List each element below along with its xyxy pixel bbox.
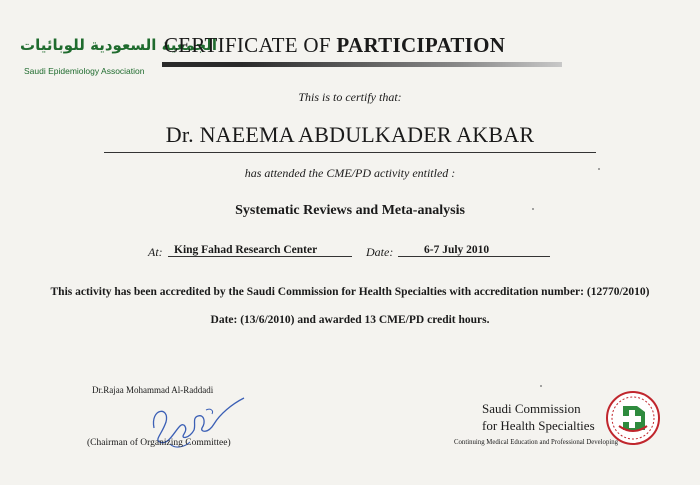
title-underline-bar [162, 62, 562, 67]
association-name-arabic: الجمعية السعودية للوبائيات [20, 36, 217, 54]
association-name-english: Saudi Epidemiology Association [24, 66, 145, 76]
certificate-title-bold: PARTICIPATION [336, 33, 506, 57]
signer-role: (Chairman of Organizing Committee) [87, 438, 231, 448]
activity-title: Systematic Reviews and Meta-analysis [235, 203, 465, 218]
date-label: Date: [366, 245, 394, 259]
certificate-title [164, 33, 505, 58]
date-value: 6-7 July 2010 [398, 244, 550, 257]
paper-speck [540, 385, 542, 387]
recipient-name: Dr. NAEEMA ABDULKADER AKBAR [165, 122, 535, 147]
paper-speck [532, 208, 534, 210]
paper-speck [598, 168, 600, 170]
location-label: At: [148, 245, 163, 259]
signer-name: Dr.Rajaa Mohammad Al-Raddadi [92, 385, 214, 395]
commission-name-line1: Saudi Commission [482, 401, 581, 416]
attended-text: has attended the CME/PD activity entitled : [244, 166, 456, 180]
accreditation-text: This activity has been accredited by the Saudi Commission for Health Specialties with accreditation number: (12770/2010) [50, 286, 650, 298]
commission-name-line2: for Health Specialties [482, 418, 595, 433]
commission-logo-icon [605, 390, 661, 446]
certificate-title-regular: CERTIFICATE OF [164, 33, 337, 57]
recipient-name-line [104, 152, 596, 153]
credit-hours-text: Date: (13/6/2010) and awarded 13 CME/PD credit hours. [210, 314, 490, 326]
commission-tagline: Continuing Medical Education and Professional Developing [454, 439, 619, 446]
certify-text: This is to certify that: [298, 90, 402, 104]
location-value: King Fahad Research Center [168, 244, 352, 257]
